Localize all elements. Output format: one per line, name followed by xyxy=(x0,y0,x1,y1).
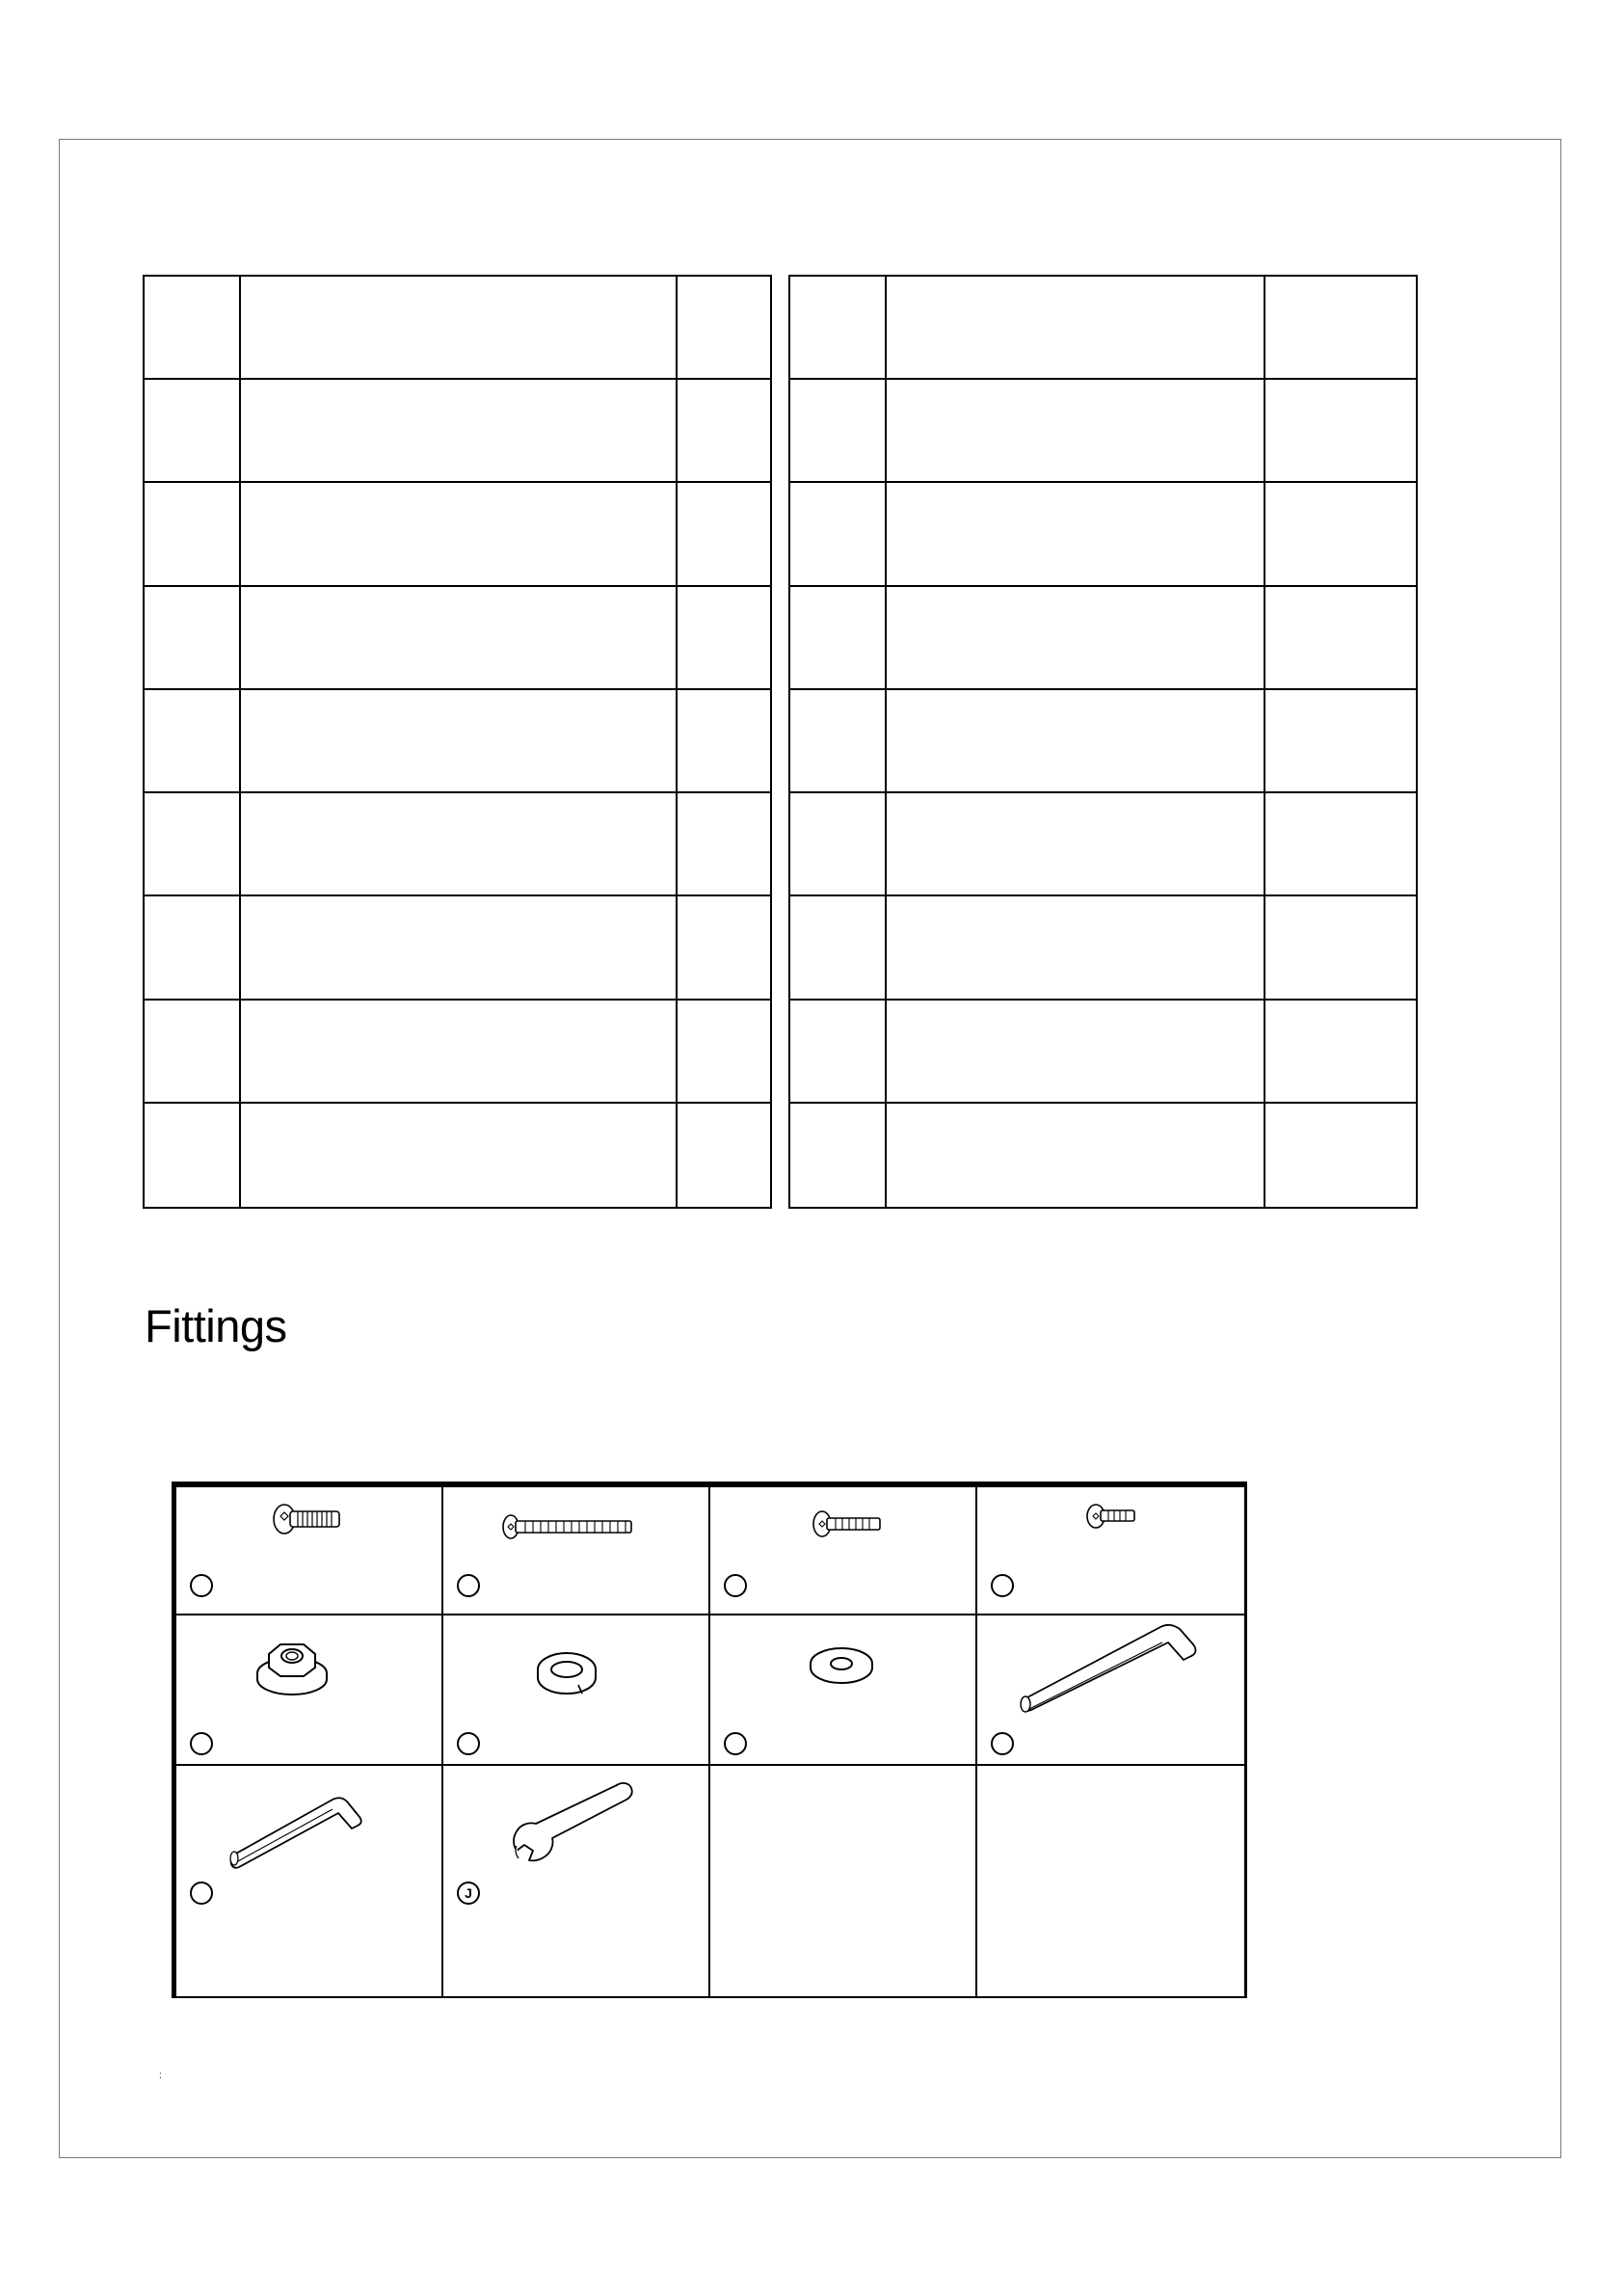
parts-list-description-cell xyxy=(887,1001,1265,1104)
medium-flat-head-bolt-icon xyxy=(710,1487,975,1614)
parts-list-qty-cell xyxy=(678,1001,770,1104)
parts-list-ref-cell xyxy=(145,483,241,586)
parts-list-header-cell xyxy=(241,277,678,380)
parts-list-description-cell xyxy=(887,1104,1265,1207)
parts-list-description-cell xyxy=(241,690,678,793)
fitting-label-badge xyxy=(991,1732,1014,1755)
parts-list-ref-cell xyxy=(790,483,887,586)
parts-list-ref-cell xyxy=(790,690,887,793)
fitting-label-badge xyxy=(991,1574,1014,1597)
parts-list-header-cell xyxy=(145,277,241,380)
large-allen-key-icon xyxy=(977,1615,1242,1764)
fitting-cell xyxy=(977,1615,1244,1766)
page-mark: : xyxy=(159,2070,162,2081)
parts-list-description-cell xyxy=(887,793,1265,896)
fitting-label-badge xyxy=(190,1882,213,1905)
fitting-cell xyxy=(176,1766,443,1996)
parts-list-qty-cell xyxy=(678,587,770,690)
parts-list-qty-cell xyxy=(1265,896,1416,1000)
fitting-label-badge xyxy=(190,1732,213,1755)
parts-list-ref-cell xyxy=(790,896,887,1000)
parts-list-qty-cell xyxy=(678,690,770,793)
fitting-cell xyxy=(176,1615,443,1766)
parts-list-ref-cell xyxy=(145,896,241,1000)
parts-list-ref-cell xyxy=(790,587,887,690)
parts-list-qty-cell xyxy=(678,793,770,896)
fitting-cell xyxy=(443,1615,710,1766)
parts-list-ref-cell xyxy=(790,1001,887,1104)
parts-list-ref-cell xyxy=(145,793,241,896)
parts-list-qty-cell xyxy=(1265,690,1416,793)
fitting-cell-empty xyxy=(977,1766,1244,1996)
parts-list-ref-cell xyxy=(790,1104,887,1207)
fitting-label-badge xyxy=(724,1574,747,1597)
parts-list-qty-cell xyxy=(1265,1001,1416,1104)
parts-list-qty-cell xyxy=(678,483,770,586)
parts-list-qty-cell xyxy=(1265,483,1416,586)
parts-list-header-cell xyxy=(887,277,1265,380)
parts-list-description-cell xyxy=(241,793,678,896)
fitting-label-badge: J xyxy=(457,1882,480,1905)
fitting-cell xyxy=(443,1766,710,1996)
small-flat-head-bolt-icon xyxy=(977,1487,1242,1614)
parts-list-ref-cell xyxy=(145,380,241,483)
fittings-heading: Fittings xyxy=(145,1300,287,1351)
fitting-cell xyxy=(176,1487,443,1615)
parts-list-table-left xyxy=(143,275,772,1209)
parts-list-table-right xyxy=(788,275,1418,1209)
parts-list-qty-cell xyxy=(1265,380,1416,483)
parts-list-description-cell xyxy=(241,896,678,1000)
parts-list-ref-cell xyxy=(145,587,241,690)
parts-list-qty-cell xyxy=(1265,587,1416,690)
parts-list-qty-cell xyxy=(1265,793,1416,896)
fitting-label-badge xyxy=(724,1732,747,1755)
parts-list-qty-cell xyxy=(678,380,770,483)
parts-list-description-cell xyxy=(241,483,678,586)
parts-list-ref-cell xyxy=(145,1104,241,1207)
parts-list-description-cell xyxy=(887,690,1265,793)
parts-list-ref-cell xyxy=(145,690,241,793)
parts-list-description-cell xyxy=(887,380,1265,483)
fitting-cell xyxy=(710,1615,977,1766)
fitting-label-badge xyxy=(457,1732,480,1755)
parts-list-description-cell xyxy=(887,896,1265,1000)
parts-list-description-cell xyxy=(241,1104,678,1207)
parts-list-ref-cell xyxy=(790,380,887,483)
parts-list-qty-cell xyxy=(678,896,770,1000)
parts-list-qty-cell xyxy=(1265,1104,1416,1207)
fitting-cell xyxy=(443,1487,710,1615)
flange-nut-icon xyxy=(176,1615,441,1764)
fitting-cell xyxy=(977,1487,1244,1615)
fitting-label-badge xyxy=(190,1574,213,1597)
parts-list-description-cell xyxy=(241,587,678,690)
parts-list-description-cell xyxy=(887,483,1265,586)
small-allen-key-icon xyxy=(176,1766,441,1997)
long-flat-head-bolt-icon xyxy=(443,1487,708,1614)
parts-list-description-cell xyxy=(241,380,678,483)
fitting-cell xyxy=(710,1487,977,1615)
fittings-grid xyxy=(172,1482,1247,1998)
flat-washer-icon xyxy=(710,1615,975,1764)
parts-list-ref-cell xyxy=(790,793,887,896)
fitting-cell-empty xyxy=(710,1766,977,1996)
parts-list-qty-cell xyxy=(678,1104,770,1207)
parts-list-header-cell xyxy=(790,277,887,380)
spring-washer-icon xyxy=(443,1615,708,1764)
parts-list-header-cell xyxy=(678,277,770,380)
parts-list-description-cell xyxy=(241,1001,678,1104)
fitting-label-badge xyxy=(457,1574,480,1597)
parts-list-ref-cell xyxy=(145,1001,241,1104)
spanner-icon xyxy=(443,1766,708,1997)
parts-list-header-cell xyxy=(1265,277,1416,380)
parts-list-description-cell xyxy=(887,587,1265,690)
short-flat-head-bolt-icon xyxy=(176,1487,441,1614)
